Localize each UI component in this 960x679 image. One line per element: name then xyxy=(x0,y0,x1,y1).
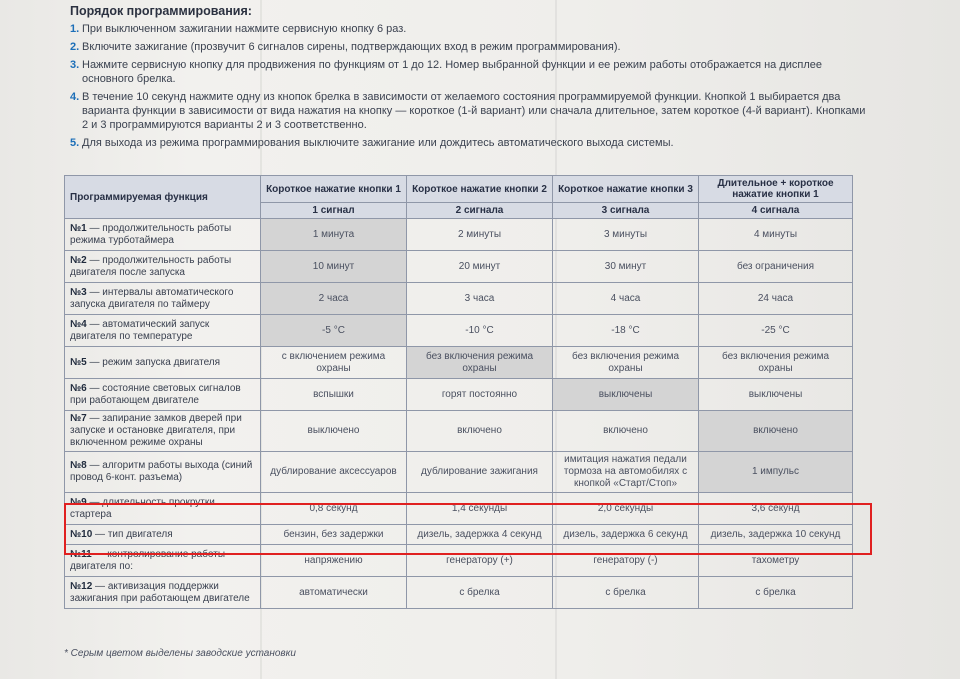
value-cell: включено xyxy=(699,411,853,452)
value-cell: 30 минут xyxy=(553,251,699,283)
value-cell: выключены xyxy=(553,379,699,411)
value-cell: без включения режима охраны xyxy=(553,347,699,379)
page-title: Порядок программирования: xyxy=(70,4,252,18)
function-number: №10 xyxy=(70,528,93,540)
value-cell: 2,0 секунды xyxy=(553,493,699,525)
function-number: №7 xyxy=(70,413,87,424)
function-number: №6 xyxy=(70,382,87,394)
value-cell: 3 часа xyxy=(407,283,553,315)
step-number: 4. xyxy=(70,91,80,103)
function-cell xyxy=(65,219,261,251)
value-cell: генератору (-) xyxy=(553,545,699,577)
header-function: Программируемая функция xyxy=(65,176,261,219)
step-number: 5. xyxy=(70,137,80,149)
step-text: При выключенном зажигании нажмите сервисную кнопку 6 раз. xyxy=(82,23,407,35)
step-text: Включите зажигание (прозвучит 6 сигналов сирены, подтверждающих вход в режим программирования). xyxy=(82,41,621,53)
function-cell xyxy=(65,452,261,493)
function-number: №5 xyxy=(70,356,87,368)
value-cell: 2 минуты xyxy=(407,219,553,251)
value-cell: с брелка xyxy=(699,577,853,609)
row-9-highlight-box xyxy=(64,503,872,555)
table-row xyxy=(65,283,853,315)
step-item xyxy=(70,90,870,132)
value-cell: -5 °C xyxy=(261,315,407,347)
value-cell: без включения режима охраны xyxy=(407,347,553,379)
value-cell: без включения режима охраны xyxy=(699,347,853,379)
step-item xyxy=(70,58,870,86)
header-signal-2: 2 сигнала xyxy=(407,203,553,219)
function-text: — режим запуска двигателя xyxy=(86,356,221,368)
function-text: — запирание замков дверей при запуске и остановке двигателя, при включенном режиме охраны xyxy=(70,413,242,448)
value-cell: выключены xyxy=(699,379,853,411)
table-row xyxy=(65,577,853,609)
function-text: — автоматический запуск двигателя по температуре xyxy=(70,318,210,342)
value-cell: автоматически xyxy=(261,577,407,609)
value-cell: включено xyxy=(553,411,699,452)
function-number: №1 xyxy=(70,222,87,234)
step-item xyxy=(70,22,870,36)
function-text: — продолжительность работы двигателя после запуска xyxy=(70,254,232,278)
value-cell: дублирование зажигания xyxy=(407,452,553,493)
function-cell xyxy=(65,379,261,411)
value-cell: дизель, задержка 4 секунд xyxy=(407,525,553,545)
function-number: №12 xyxy=(70,580,93,592)
step-item xyxy=(70,40,870,54)
value-cell: вспышки xyxy=(261,379,407,411)
value-cell: дизель, задержка 6 секунд xyxy=(553,525,699,545)
value-cell: 24 часа xyxy=(699,283,853,315)
function-text: — алгоритм работы выхода (синий провод 6-конт. разъема) xyxy=(70,460,253,483)
table-row xyxy=(65,315,853,347)
table-row xyxy=(65,347,853,379)
function-text: — активизация поддержки зажигания при работающем двигателе xyxy=(70,580,250,604)
header-button-2: Короткое нажатие кнопки 2 xyxy=(407,176,553,203)
header-signal-3: 3 сигнала xyxy=(553,203,699,219)
header-signal-1: 1 сигнал xyxy=(261,203,407,219)
value-cell: с брелка xyxy=(553,577,699,609)
value-cell: 3 минуты xyxy=(553,219,699,251)
value-cell: тахометру xyxy=(699,545,853,577)
value-cell: 3,6 секунд xyxy=(699,493,853,525)
function-text: — тип двигателя xyxy=(92,528,173,540)
function-text: — длительность прокрутки стартера xyxy=(70,496,215,520)
function-number: №9 xyxy=(70,496,87,508)
value-cell: дублирование аксессуаров xyxy=(261,452,407,493)
function-number: №11 xyxy=(70,548,92,560)
function-text: — состояние световых сигналов при работающем двигателе xyxy=(70,382,241,406)
value-cell: -18 °C xyxy=(553,315,699,347)
value-cell: 1 минута xyxy=(261,219,407,251)
header-button-4: Длительное + короткое нажатие кнопки 1 xyxy=(699,176,853,203)
function-number: №4 xyxy=(70,318,87,330)
table-row xyxy=(65,251,853,283)
value-cell: 10 минут xyxy=(261,251,407,283)
function-cell xyxy=(65,315,261,347)
header-signal-4: 4 сигнала xyxy=(699,203,853,219)
step-number: 2. xyxy=(70,41,80,53)
table-row xyxy=(65,411,853,452)
function-number: №2 xyxy=(70,254,87,266)
step-number: 1. xyxy=(70,23,80,35)
function-cell xyxy=(65,283,261,315)
value-cell: 1 импульс xyxy=(699,452,853,493)
value-cell: -10 °C xyxy=(407,315,553,347)
value-cell: 20 минут xyxy=(407,251,553,283)
step-item xyxy=(70,136,870,150)
value-cell: имитация нажатия педали тормоза на автомобилях с кнопкой «Старт/Стоп» xyxy=(553,452,699,493)
function-number: №8 xyxy=(70,460,87,471)
value-cell: 4 часа xyxy=(553,283,699,315)
header-button-1: Короткое нажатие кнопки 1 xyxy=(261,176,407,203)
value-cell: с брелка xyxy=(407,577,553,609)
step-text: Нажмите сервисную кнопку для продвижения по функциям от 1 до 12. Номер выбранной функции и ее режим работы отображается на дисплее основного брелка. xyxy=(82,59,823,85)
function-cell xyxy=(65,347,261,379)
footnote: * Серым цветом выделены заводские установки xyxy=(64,648,296,659)
value-cell: горят постоянно xyxy=(407,379,553,411)
table-row xyxy=(65,379,853,411)
function-text: — продолжительность работы режима турботаймера xyxy=(70,222,232,246)
value-cell: 2 часа xyxy=(261,283,407,315)
step-number: 3. xyxy=(70,59,80,71)
value-cell: без ограничения xyxy=(699,251,853,283)
table-row xyxy=(65,219,853,251)
value-cell: -25 °C xyxy=(699,315,853,347)
value-cell: 1,4 секунды xyxy=(407,493,553,525)
value-cell: выключено xyxy=(261,411,407,452)
value-cell: с включением режима охраны xyxy=(261,347,407,379)
value-cell: 0,8 секунд xyxy=(261,493,407,525)
function-text: — интервалы автоматического запуска двигателя по таймеру xyxy=(70,286,234,310)
steps-list xyxy=(70,22,870,154)
function-text: — контролирование работы двигателя по: xyxy=(70,548,226,572)
value-cell: 4 минуты xyxy=(699,219,853,251)
value-cell: напряжению xyxy=(261,545,407,577)
function-number: №3 xyxy=(70,286,87,298)
value-cell: дизель, задержка 10 секунд xyxy=(699,525,853,545)
function-cell xyxy=(65,577,261,609)
function-cell xyxy=(65,411,261,452)
value-cell: бензин, без задержки xyxy=(261,525,407,545)
header-button-3: Короткое нажатие кнопки 3 xyxy=(553,176,699,203)
step-text: В течение 10 секунд нажмите одну из кнопок брелка в зависимости от желаемого состояния программируемой функции. Кнопкой 1 выбирается два варианта функции в зависимости от вида нажатия на кнопку — короткое (1-й вариант) или сначала длительное, затем короткое (4-й вариант). Кнопками 2 и 3 программируются варианты 2 и 3 соответственно. xyxy=(82,91,866,131)
value-cell: включено xyxy=(407,411,553,452)
function-cell xyxy=(65,251,261,283)
value-cell: генератору (+) xyxy=(407,545,553,577)
step-text: Для выхода из режима программирования выключите зажигание или дождитесь автоматического выхода системы. xyxy=(82,137,674,149)
table-row xyxy=(65,452,853,493)
